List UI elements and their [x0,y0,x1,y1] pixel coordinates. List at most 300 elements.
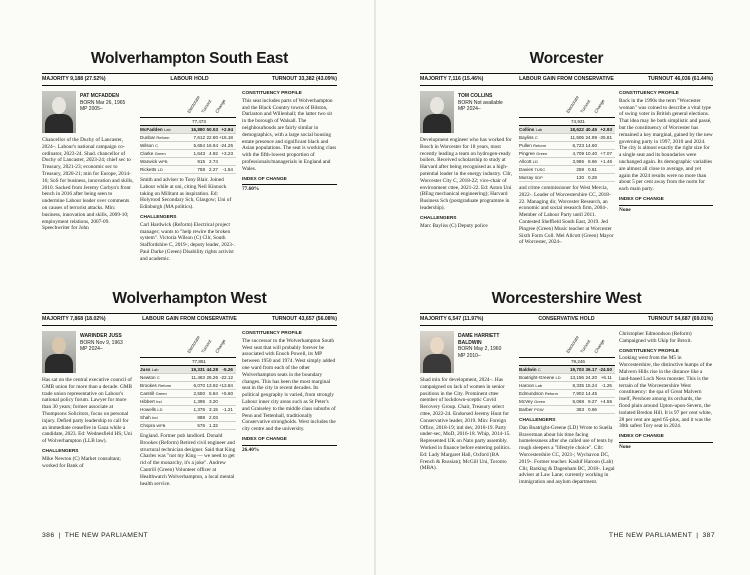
challengers-text: Marc Bayliss (C) Deputy police [420,222,488,229]
candidate-surname: Edmundson [519,391,544,396]
mp-name: WARINDER JUSS [80,333,122,339]
candidate-surname: McFadden [140,127,163,132]
mp-portrait [420,331,454,373]
candidate-name [519,366,569,373]
candidate-row [140,398,236,406]
candidate-change: +4.55 [600,399,612,404]
profile-text: Back in the 1990s the term "Worcester woman" was coined to describe a vital type of swing voter in British general elections. That idea may be both simplistic and passé, but the constituency of Worcester has remained a key marginal, gained by the new governing party in 1997, 2010 and 2024. The city is almost exactly the right size for a single seat and its boundaries were unchanged again. Its demographic variables are almost all close to average, and yet again the 2024 results were no more than about 5 per cent away from the norm for each main party. [619,97,713,193]
candidate-surname: Murray [519,175,534,180]
mp-info [458,333,514,359]
constituency-block [420,290,713,525]
candidate-name [140,374,190,381]
stats-line [420,313,713,326]
candidate-name [140,134,190,141]
header-electorate: Electorate [565,334,580,355]
results-rows [519,126,615,182]
mp-name: DAME HARRIETT BALDWIN [458,333,500,346]
candidate-share: 50.53 [206,127,218,132]
page-footer: 386 | THE NEW PARLIAMENT [42,532,149,539]
header-change: Change [593,338,606,355]
candidate-change [597,406,612,413]
challengers-heading: CHALLENGERS [519,418,556,423]
candidate-votes: 3,986 [572,159,584,164]
candidate-votes: 5,068 [572,399,584,404]
candidate-name [140,414,190,421]
turnout: TURNOUT 43,657 (56.08%) [271,316,337,322]
candidate-change: -1.26 [601,383,612,388]
candidate-change [218,422,233,429]
constituency-block [42,50,337,280]
candidate-surname: Davies [519,167,534,172]
candidate-row [519,174,615,182]
challengers-heading: CHALLENGERS [42,448,79,454]
candidate-change: +7.07 [600,151,612,156]
challengers-text: Mike Newton (C) Market consultant; worked for Bank of [42,455,121,469]
candidate-surname: Brookes [140,383,157,388]
candidate-surname: Shah [140,415,151,420]
candidate-row [140,166,236,174]
candidate-name [140,126,190,133]
candidate-row [140,158,236,166]
candidate-row [519,398,615,406]
candidate-row [519,406,615,414]
candidate-row [140,390,236,398]
candidate-party: WPB [158,159,168,164]
running-head: THE NEW PARLIAMENT [608,532,693,539]
candidate-surname: Allcott [519,159,532,164]
candidate-row [519,150,615,158]
header-change: Change [593,98,606,115]
candidate-row [140,134,236,142]
candidate-share: 44.28 [206,367,218,372]
mp-since: MP 2010– [458,352,481,359]
majority: MAJORITY 7,868 (18.02%) [42,316,106,322]
candidate-votes: 758 [197,167,205,172]
results-table [140,331,236,430]
candidate-share: 0.28 [588,175,597,180]
results-rows [140,366,236,430]
header-turnout: Turnout [200,98,213,115]
candidate-name [140,398,190,405]
candidate-share: 36.17 [585,367,597,372]
candidate-name [519,150,569,157]
candidate-row [519,366,615,374]
mp-bio: Development engineer who has worked for Bosch in Worcester for 18 years, most recently leading a team on hydrogen-ready boilers. Received scholarship to study at Harvard after being recognised as a high-potential leader in the energy industry. Cllr, Worcester City C, 2018-22; vice-chair of environment cttee, 2021-22. Ed: Aston Uni (BEng mechanical engineering); Harvard Business Sch (postgraduate programme in leadership). [420,137,513,211]
candidate-votes: 7,612 [193,135,205,140]
candidate-share: 16.94 [206,143,218,148]
candidate-change: -5.26 [222,367,233,372]
candidate-change: -25.81 [598,135,612,140]
profile-text: Looking west from the M5 in Worcestershire, the distinctive humps of the Malvern Hills rise in the distance like a land-based Loch Ness monster. This is the terrain of the Worcestershire West constituency: the spa of Great Malvern itself, Pershore among its orchards, the flood plain around Upton-upon-Severn, the isolated Bredon Hill. It is 97 per cent white, 28 per cent are aged 65-plus, and it was the 30th safest Tory seat in 2024. [619,355,713,430]
mp-portrait [42,91,76,133]
candidate-party: Reform [158,383,172,388]
candidate-votes: 1,395 [193,399,205,404]
majority: MAJORITY 6,547 (11.97%) [420,316,484,322]
candidate-surname: Cantrill [140,391,155,396]
candidate-votes: 2,550 [193,391,205,396]
constituency-title: Worcestershire West [491,290,642,307]
mp-born: BORN Nov 9, 1963 [80,339,123,346]
candidate-row [140,150,236,158]
candidate-surname: Pullen [519,143,532,148]
candidate-change [218,398,233,405]
candidate-votes: 6,070 [193,383,205,388]
candidate-votes: 363 [576,407,584,412]
index-heading: INDEX OF CHANGE [619,196,664,202]
mp-since: MP 2024– [458,106,481,112]
candidate-row [519,382,615,390]
candidate-change: -22.12 [219,375,233,380]
candidate-change [597,174,612,181]
candidate-share: 4.92 [209,151,218,156]
stats-line [42,313,337,326]
candidate-surname: Hibbert [140,399,155,404]
candidate-party: Lab [151,367,159,372]
mp-since: MP 2024– [80,346,103,352]
candidate-name [140,422,190,429]
candidate-share: 14.60 [585,143,597,148]
candidate-name [519,166,569,173]
index-heading: INDEX OF CHANGE [619,434,664,440]
candidate-share: 0.66 [588,407,597,412]
mp-column [420,331,514,472]
candidate-share: 2.74 [209,159,218,164]
mp-born: BORN Mar 26, 1965 [80,99,126,106]
candidate-votes: 1,376 [193,407,205,412]
candidate-name [519,158,569,165]
candidate-votes: 6,723 [572,143,584,148]
candidate-votes: 915 [197,159,205,164]
result-status: LABOUR HOLD [170,76,209,82]
candidate-share: 26.26 [206,375,218,380]
candidate-surname: Barber [519,407,533,412]
electorate-value: 77,851 [140,358,236,366]
candidate-row [140,366,236,374]
candidate-row [519,126,615,134]
candidate-party: LD [532,159,538,164]
results-column [519,91,615,246]
candidate-name [140,390,190,397]
candidate-name [519,406,569,413]
candidate-votes: 888 [197,415,205,420]
candidate-votes: 5,654 [193,143,205,148]
mp-born: BORN May 2, 1960 [458,346,502,352]
candidate-name [140,158,190,165]
candidate-votes: 18,622 [569,127,584,132]
result-status: LABOUR GAIN FROM CONSERVATIVE [519,76,614,82]
index-value: 26.40% [242,445,337,454]
candidate-party: C [534,135,538,140]
candidate-change: -24.50 [598,367,612,372]
candidate-row [519,142,615,150]
candidate-votes: 1,643 [193,151,205,156]
candidate-votes: 8,335 [572,383,584,388]
results-column [140,91,236,263]
electorate-value: 79,246 [519,358,615,366]
candidate-share: 2.27 [209,167,218,172]
candidate-surname: Pingree [519,151,535,156]
candidate-votes: 19,331 [190,367,205,372]
mp-bio: Shad min for development, 2024–. Has campaigned on lack of women in senior positions in the City. Prominent cttee member of lockdown-sceptic Covid Recovery Group. Chair, Treasury select cttee, 2022-24. Endorsed Jeremy Hunt for Conservative leader, 2019. Min: Foreign Office, 2018-19; intl dev, 2018-19. Party under-sec, MoD, 2016-18. Whip, 2014-15. Represented UK on Nato party assembly. Worked in finance before entering politics. Ed: Lady Margaret Hall, Oxford (BA French & Russian); McGill Uni, Toronto (MBA). [420,377,511,472]
candidate-change [597,390,612,397]
candidate-surname: Boatright-Greene [519,375,555,380]
candidate-surname: Warwick [140,159,158,164]
candidate-party: LD [157,167,163,172]
candidate-surname: Wilson [140,143,154,148]
turnout: TURNOUT 33,382 (43.09%) [271,76,337,82]
candidate-party: PGW [534,407,544,412]
mp-header [420,91,514,135]
header-change: Change [214,338,227,355]
mp-column [42,91,134,232]
index-value: None [619,442,713,451]
header-electorate: Electorate [186,94,201,115]
candidate-name [140,366,190,373]
majority: MAJORITY 9,188 (27.52%) [42,76,106,82]
candidate-row [519,374,615,382]
candidate-share: 14.45 [585,391,597,396]
candidate-change [218,158,233,165]
profile-text: The successor to the Wolverhampton South West seat that will probably forever be associated with Enoch Powell, its MP between 1950 and 1974. West simply added one ward from each of the other Wolverhampton seats in the boundary changes. This has been the most marginal seat in the city in recent decades. Its political geography is varied, from strongly Labour inner city areas such as St Peter's and Graiseley to the middle class suburbs of Penn and Tettenhall, traditionally Conservative strongholds. West includes the city centre and the university. [242,337,336,433]
candidate-share: 5.84 [209,391,218,396]
candidate-row [140,374,236,382]
results-table [519,91,615,182]
candidate-share: 10.40 [585,151,597,156]
candidate-surname: Juss [140,367,151,372]
candidate-votes: 4,709 [572,151,584,156]
header-turnout: Turnout [579,338,592,355]
challengers-heading: CHALLENGERS [420,215,457,221]
candidate-share: 15.24 [585,383,597,388]
candidate-party: LD [157,407,163,412]
results-table [519,331,615,414]
candidate-share: 13.92 [206,383,218,388]
mp-since: MP 2005– [80,106,103,112]
candidate-surname: Ricketts [140,167,157,172]
result-status: LABOUR GAIN FROM CONSERVATIVE [142,316,237,322]
index-heading: INDEX OF CHANGE [242,436,287,442]
mp-info [458,93,514,113]
profile-column [242,91,337,193]
candidate-party: Reform [533,143,547,148]
mp-info [80,333,134,353]
candidate-votes: 7,902 [572,391,584,396]
candidate-share: 3.20 [209,399,218,404]
candidate-votes: 269 [576,167,584,172]
results-rows [140,126,236,174]
results-column [519,331,615,486]
challengers-continued: and crime commissioner for West Mercia, 2022-. Leader of Worcestershire CC, 2018-22. Managing dir, Worcester Research, an economic and social research firm, 2004-. Member of Labour Party until 2011. Contested Sheffield South East, 2019. Jed Pingree (Green) Music teacher at Worcester Sixth Form Coll. Mel Allcott (Green) Mayor of Worcester, 2024-. [519,185,614,246]
electorate-value: 74,931 [519,118,615,126]
candidate-name [140,382,190,389]
running-head: THE NEW PARLIAMENT [64,532,149,539]
challengers-text: Carl Hardwick (Reform) Electrical project manager; wants to "help rewire the broken system". Victoria Wilson (C) Cllr, South Staffordshire C, 2019-; deputy leader, 2023-. Paul Darke (Green) Disability rights activist and academic. [140,221,236,262]
results-header [140,91,236,118]
index-heading: INDEX OF CHANGE [242,176,287,182]
candidate-name [519,374,569,381]
constituency-block [42,290,337,525]
candidate-row [140,414,236,422]
candidate-votes: 11,506 [570,135,584,140]
candidate-party: Green [536,151,548,156]
candidate-row [519,134,615,142]
index-value: None [619,205,713,214]
candidate-name [519,126,569,133]
stats-line [420,73,713,86]
mp-header [42,331,134,375]
constituency-title: Wolverhampton West [112,290,267,307]
candidate-votes: 13,156 [569,375,584,380]
electorate-value: 77,473 [140,118,236,126]
candidate-party: Lab [164,127,171,132]
candidate-party: Green [155,391,167,396]
turnout: TURNOUT 54,687 (69.01%) [647,316,713,322]
candidate-share: 3.15 [209,407,218,412]
constituency-title: Wolverhampton South East [90,50,289,67]
candidate-row [519,390,615,398]
candidate-party: TUSC [534,167,546,172]
candidate-change: +1.46 [600,159,612,164]
candidate-row [519,166,615,174]
candidate-party: C [537,367,541,372]
candidate-change: +6.11 [600,375,612,380]
profile-heading: CONSTITUENCY PROFILE [242,91,302,96]
candidate-share: 0.61 [588,167,597,172]
candidate-surname: Baldwin [519,367,537,372]
results-column [140,331,236,487]
profile-heading: CONSTITUENCY PROFILE [242,331,302,336]
candidate-party: Green [154,151,166,156]
candidate-change: +2.94 [221,127,233,132]
candidate-change: -24.25 [219,143,233,148]
candidate-party: C [155,143,158,148]
challengers-continued: Christopher Edmondson (Reform) Campaigned with Ukip for Brexit. [619,331,692,344]
candidate-share: 24.20 [585,375,597,380]
stats-line [42,73,337,86]
results-header [519,91,615,118]
constituency-block [420,50,713,280]
candidate-share: 40.45 [585,127,597,132]
result-status: CONSERVATIVE HOLD [538,316,595,322]
candidate-votes: 19,703 [569,367,584,372]
profile-column [619,91,713,214]
candidate-name [519,398,569,405]
candidate-row [140,142,236,150]
mp-bio: Has sat on the central executive council of GMB union for more than a decade. GMB trade union representative on Labour's national policy forum. Lawyer for more than 30 years; former associate at Thompsons Solicitors, focus on personal injury. Defied party leadership to call for an immediate ceasefire in Gaza while a candidate, 2023. Ed: Wednesfield HS; Uni of Wolverhampton (LLB law). [42,377,133,445]
candidate-party: C [156,375,160,380]
mp-header [42,91,134,135]
candidate-change: -1.21 [222,407,233,412]
mp-column [420,91,514,229]
candidate-row [519,158,615,166]
candidate-party: Lab [535,127,543,132]
candidate-surname: Howells [140,407,157,412]
candidate-share: 1.32 [209,423,218,428]
page-number: 387 [702,532,715,539]
header-electorate: Electorate [565,94,580,115]
results-header [140,331,236,358]
candidate-row [140,126,236,134]
header-turnout: Turnout [579,98,592,115]
candidate-share: 9.27 [588,399,597,404]
results-rows [519,366,615,414]
mp-name: TOM COLLINS [458,93,493,99]
candidate-name [140,166,190,173]
candidate-change: +5.60 [221,391,233,396]
candidate-party: WPB [156,423,166,428]
challengers-continued: Smith and adviser to Tony Blair. Joined Labour while at uni, citing Neil Kinnock taking on Militant as inspiration. Ed: Holyrood Secondary Sch, Glasgow; Uni of Edinburgh (MA politics). [140,177,232,211]
candidate-votes: 130 [576,175,584,180]
mp-header [420,331,514,375]
candidate-surname: Bayliss [519,135,534,140]
profile-column [242,331,337,454]
header-change: Change [214,98,227,115]
candidate-name [519,382,569,389]
results-table [140,91,236,174]
candidate-change: -1.54 [222,167,233,172]
profile-heading: CONSTITUENCY PROFILE [619,348,679,354]
header-electorate: Electorate [186,334,201,355]
candidate-share: 2.03 [209,415,218,420]
profile-heading: CONSTITUENCY PROFILE [619,91,679,96]
candidate-surname: Haroon [519,383,535,388]
candidate-name [519,142,569,149]
candidate-surname: Chopra [140,423,156,428]
candidate-share: 24.99 [585,135,597,140]
challengers-text: Dan Boatright-Greene (LD) Wrote to Suella Braverman about his time facing homelessness after she called use of tents by rough sleepers a "lifestyle choice". Cllr: Worcestershire CC, 2021-; Wychavon DC, 2019-. Former teacher. Kashif Haroon (Lab) Cllr, Barking & Dagenham BC, 2018-. Legal adviser at Law Lane; currently working in immigration and asylum department. [519,424,615,486]
mp-info [80,93,134,113]
candidate-row [140,422,236,430]
candidate-party: Ind [156,399,162,404]
candidate-name [140,142,190,149]
candidate-change: +3.23 [221,151,233,156]
mp-bio: Chancellor of the Duchy of Lancaster, 2024–. Labour's national campaign co-ordinator, 2023-24. Shad. chancellor of Duchy of Lancaster, 2023-24; chief sec to Treasury, 2021-23; economic sec to Treasury, 2020-21; min for Europe, 2014-16; SoS for business, innovation and skills, 2010. Sacked from Jeremy Corbyn's front bench in 2016 after being seen to undermine Labour leader over comments on causes of terrorist attacks. Min: business, innovation and skills, 2009-10; employment relations, 2007-09. Speechwriter for John [42,137,134,232]
index-value: 77.60% [242,184,337,193]
candidate-change: +16.18 [218,135,233,140]
candidate-change [218,414,233,421]
challengers-continued: England. Former pub landlord. Donald Brookes (Reform) Retired civil engineer and structural technician designer. Said that King Charles was "not my King — we need to get rid of the monarchy, it's a joke". Andrew Cantrill (Green) Volunteer officer at Healthwatch Wolverhampton, a local mental health service. [140,433,236,487]
candidate-name [519,390,569,397]
candidate-party: Green [534,399,546,404]
challengers-heading: CHALLENGERS [140,214,177,220]
profile-text: This seat includes parts of Wolverhampton and the Black Country towns of Bilston, Darlaston and Willenhall; the latter two sit in the borough of Walsall. The neighbourhoods are fairly similar in demographics, with a large social housing estate presence and significant black and Asian populations. The seat is working class with the fifth-lowest proportion of professionals/managerials in England and Wales. [242,97,337,172]
candidate-votes: 576 [197,423,205,428]
candidate-party: Ind [152,415,158,420]
candidate-surname: Dunbar [140,135,156,140]
profile-column [619,331,713,451]
results-header [519,331,615,358]
mp-name: PAT MCFADDEN [80,93,119,99]
mp-portrait [420,91,454,133]
page-number: 386 [42,532,55,539]
candidate-row [140,382,236,390]
candidate-party: SDP [534,175,543,180]
candidate-change: +13.84 [218,383,233,388]
candidate-change: +2.93 [600,127,612,132]
candidate-share: 8.66 [588,159,597,164]
candidate-surname: Collins [519,127,535,132]
mp-born: BORN Not available [458,99,503,106]
mp-column [42,331,134,469]
mp-portrait [42,331,76,373]
candidate-row [140,406,236,414]
candidate-name [140,150,190,157]
header-turnout: Turnout [200,338,213,355]
turnout: TURNOUT 46,036 (61.44%) [647,76,713,82]
candidate-surname: McVey [519,399,533,404]
candidate-party: Reform [156,135,170,140]
candidate-party: Lab [535,383,543,388]
